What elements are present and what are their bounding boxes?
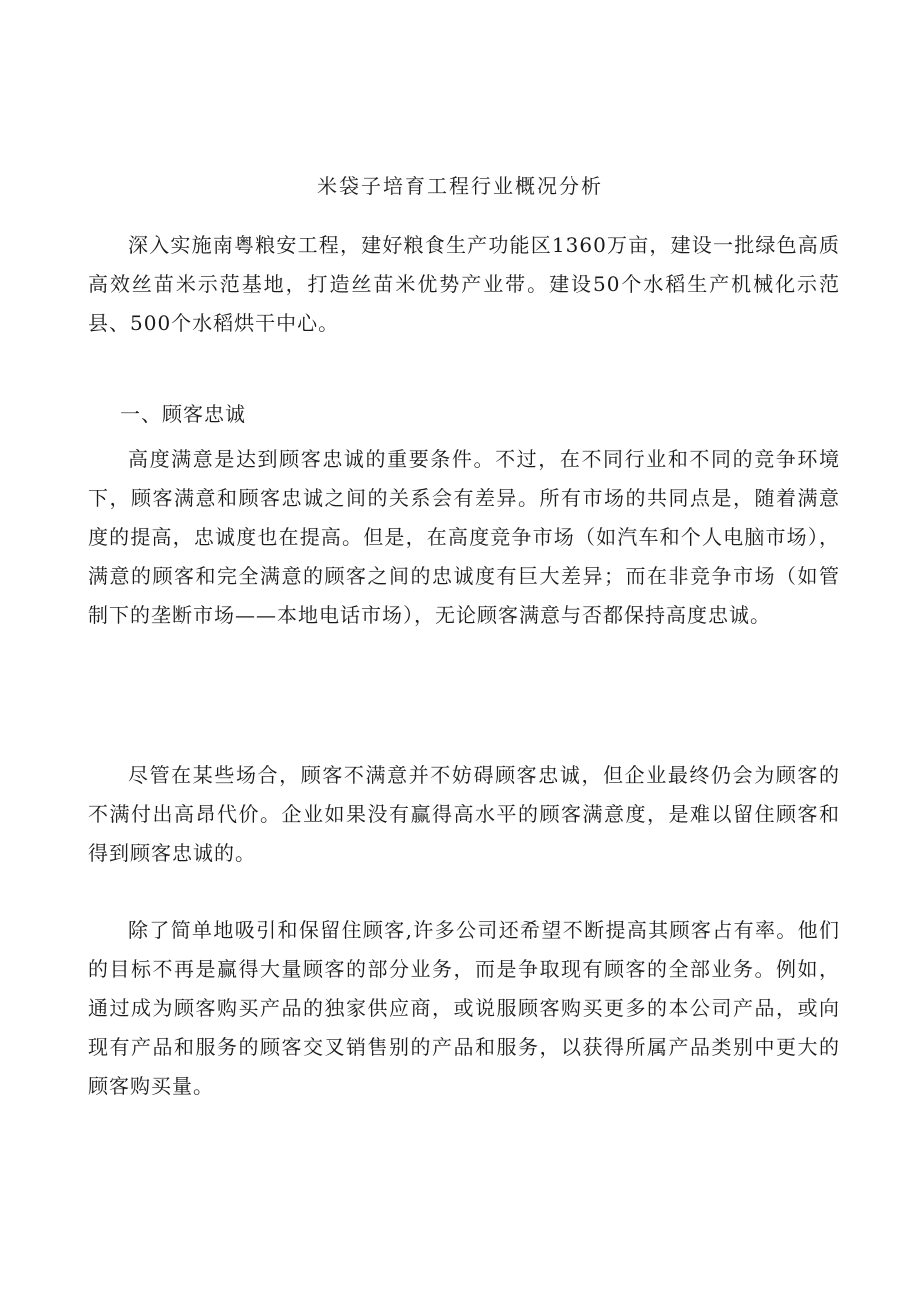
paragraph-satisfaction-loyalty: 高度满意是达到顾客忠诚的重要条件。不过，在不同行业和不同的竞争环境下，顾客满意和顾客忠诚之间的关系会有差异。所有市场的共同点是，随着满意度的提高，忠诚度也在提高。但是，在高度竞争市场（如汽车和个人电脑市场），满意的顾客和完全满意的顾客之间的忠诚度有巨大差异；而在非竞争市场（如管制下的垄断市场——本地电话市场），无论顾客满意与否都保持高度忠诚。 <box>88 447 840 627</box>
document-title: 米袋子培育工程行业概况分析 <box>317 174 603 198</box>
paragraph-intro: 深入实施南粤粮安工程，建好粮食生产功能区1360万亩，建设一批绿色高质高效丝苗米示范基地，打造丝苗米优势产业带。建设50个水稻生产机械化示范县、500个水稻烘干中心。 <box>88 233 840 335</box>
section-heading-customer-loyalty: 一、顾客忠诚 <box>120 402 246 426</box>
paragraph-dissatisfaction-cost: 尽管在某些场合，顾客不满意并不妨碍顾客忠诚，但企业最终仍会为顾客的不满付出高昂代价。企业如果没有赢得高水平的顾客满意度，是难以留住顾客和得到顾客忠诚的。 <box>88 763 840 865</box>
paragraph-customer-share: 除了简单地吸引和保留住顾客,许多公司还希望不断提高其顾客占有率。他们的目标不再是赢得大量顾客的部分业务，而是争取现有顾客的全部业务。例如，通过成为顾客购买产品的独家供应商，或说服顾客购买更多的本公司产品，或向现有产品和服务的顾客交叉销售别的产品和服务，以获得所属产品类别中更大的顾客购买量。 <box>88 918 840 1098</box>
